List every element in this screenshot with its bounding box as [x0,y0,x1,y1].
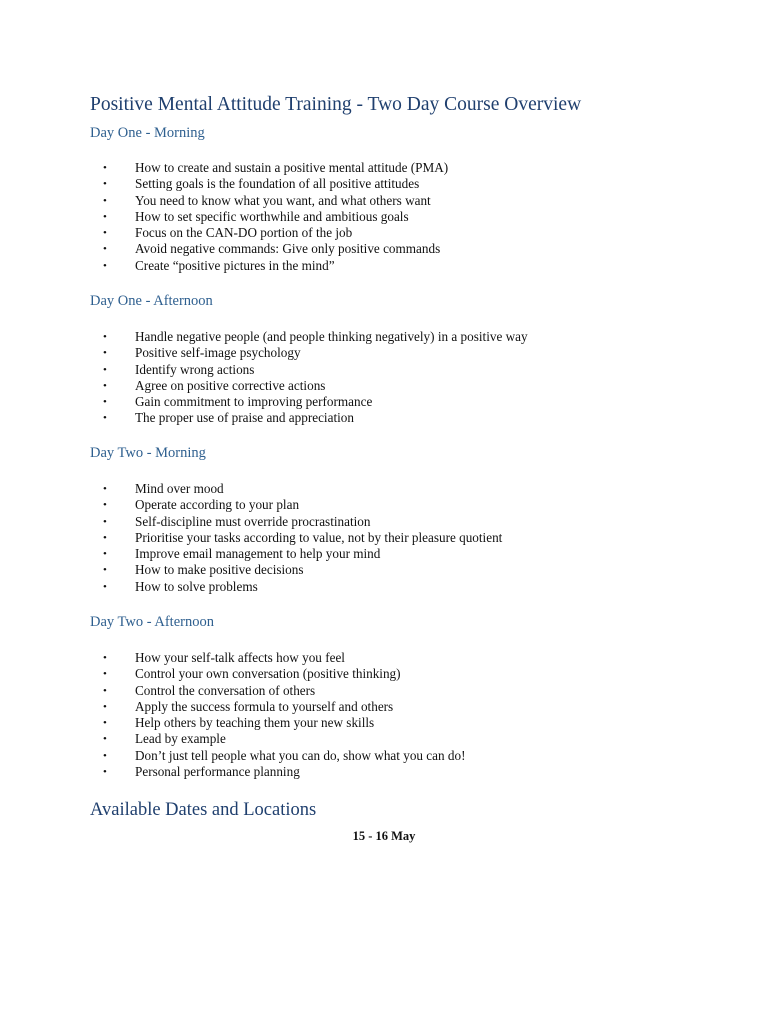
bullet-icon: • [103,412,107,425]
list-item-text: You need to know what you want, and what others want [135,192,431,208]
list-item [0,699,465,715]
availability-heading: Available Dates and Locations [90,800,317,820]
bullet-icon: • [103,652,107,664]
list-item [0,764,465,780]
bullet-icon: • [103,733,107,746]
list-item-text: Avoid negative commands: Give only positive commands [135,241,441,257]
list-item-text: Prioritise your tasks according to value, not by their pleasure quotient [135,529,503,545]
list-item-text: Handle negative people (and people thinking negatively) in a positive way [135,329,528,344]
bullet-list-day-two-afternoon [0,650,465,780]
list-item [0,666,465,682]
bullet-icon: • [103,668,107,681]
list-item-text: Help others by teaching them your new skills [135,715,375,731]
list-item-text: How your self-talk affects how you feel [135,650,345,665]
list-item-text: Identify wrong actions [135,361,255,377]
list-item-text: How to solve problems [135,578,258,594]
list-item [0,209,448,225]
bullet-icon: • [103,684,107,697]
bullet-icon: • [103,347,107,360]
bullet-icon: • [103,700,107,713]
list-item [0,258,448,274]
list-item-text: How to create and sustain a positive mental attitude (PMA) [135,160,449,175]
bullet-icon: • [103,531,107,544]
list-item-text: The proper use of praise and appreciation [135,410,354,426]
list-item-text: Agree on positive corrective actions [135,377,326,393]
list-item [0,329,528,345]
list-item [0,176,448,192]
list-item-text: Gain commitment to improving performance [135,394,373,410]
bullet-icon: • [103,564,107,577]
page-title: Positive Mental Attitude Training - Two Day Course Overview [90,94,582,115]
list-item [0,497,502,513]
list-item [0,378,528,394]
bullet-icon: • [103,548,107,561]
course-dates: 15 - 16 May [352,829,416,843]
bullet-icon: • [103,363,107,376]
list-item [0,225,448,241]
list-item-text: Control the conversation of others [135,682,316,698]
list-item-text: Don’t just tell people what you can do, show what you can do! [135,747,466,763]
bullet-icon: • [103,178,107,191]
list-item-text: Mind over mood [135,481,224,496]
bullet-list-day-two-morning [0,481,502,595]
list-item [0,362,528,378]
list-item-text: Control your own conversation (positive thinking) [135,666,401,682]
bullet-icon: • [103,162,107,174]
list-item-text: Positive self-image psychology [135,345,301,361]
bullet-icon: • [103,766,107,779]
section-heading-day-one-morning: Day One - Morning [90,125,205,141]
list-item-text: Operate according to your plan [135,497,300,513]
section-heading-day-one-afternoon: Day One - Afternoon [90,293,213,309]
list-item [0,514,502,530]
list-item-text: Setting goals is the foundation of all positive attitudes [135,176,420,192]
bullet-icon: • [103,749,107,762]
list-item [0,748,465,764]
bullet-list-day-one-afternoon [0,329,528,427]
list-item [0,579,502,595]
bullet-icon: • [103,227,107,240]
bullet-icon: • [103,243,107,256]
list-item-text: Self-discipline must override procrastination [135,513,371,529]
bullet-icon: • [103,580,107,593]
list-item [0,546,502,562]
list-item-text: Personal performance planning [135,764,300,780]
list-item-text: How to set specific worthwhile and ambitious goals [135,208,409,224]
bullet-icon: • [103,259,107,272]
list-item-text: Lead by example [135,731,226,747]
list-item [0,731,465,747]
bullet-list-day-one-morning [0,160,448,274]
list-item [0,650,465,666]
list-item [0,410,528,426]
bullet-icon: • [103,717,107,730]
list-item-text: Improve email management to help your mind [135,546,381,562]
list-item [0,530,502,546]
list-item-text: Apply the success formula to yourself and others [135,698,394,714]
list-item-text: Create “positive pictures in the mind” [135,257,335,273]
list-item [0,683,465,699]
bullet-icon: • [103,210,107,223]
bullet-icon: • [103,396,107,409]
list-item [0,715,465,731]
bullet-icon: • [103,499,107,512]
bullet-icon: • [103,194,107,207]
bullet-icon: • [103,379,107,392]
list-item [0,193,448,209]
list-item-text: Focus on the CAN-DO portion of the job [135,225,353,241]
section-heading-day-two-morning: Day Two - Morning [90,445,206,461]
bullet-icon: • [103,331,107,343]
list-item [0,241,448,257]
list-item [0,481,502,497]
bullet-icon: • [103,483,107,495]
list-item [0,345,528,361]
list-item [0,394,528,410]
list-item [0,562,502,578]
list-item-text: How to make positive decisions [135,562,304,578]
bullet-icon: • [103,515,107,528]
section-heading-day-two-afternoon: Day Two - Afternoon [90,614,214,630]
list-item [0,160,448,176]
